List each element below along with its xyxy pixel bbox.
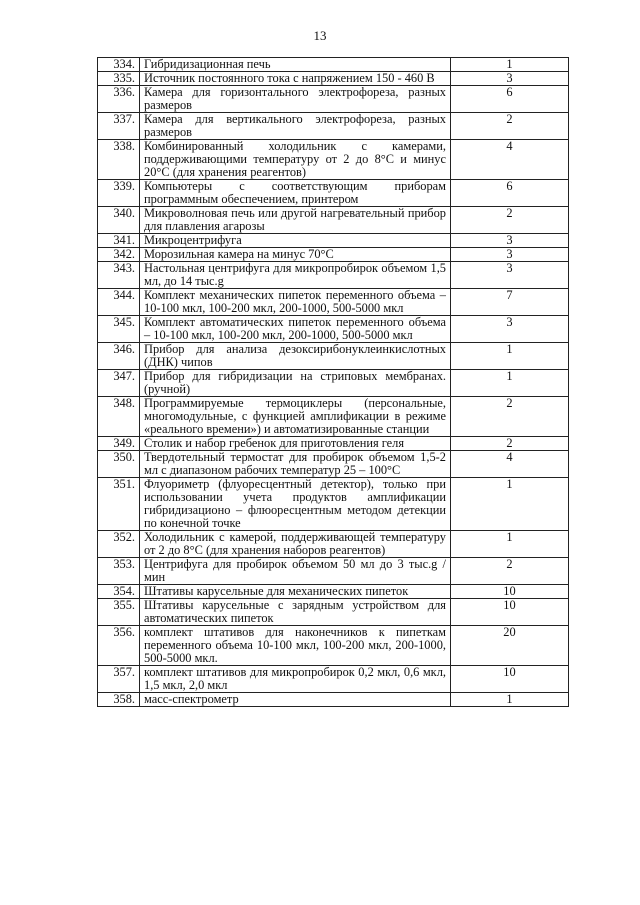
row-number: 356.	[98, 626, 140, 666]
row-item-name: Флуориметр (флуоресцентный детектор), только при использовании учета продуктов амплификации гибридизационо – флюоресцентным методом детекции по конечной точке	[140, 478, 451, 531]
row-number: 342.	[98, 248, 140, 262]
table-row	[98, 262, 569, 289]
row-number: 339.	[98, 180, 140, 207]
row-quantity: 2	[451, 558, 569, 585]
row-quantity: 2	[451, 437, 569, 451]
row-number: 353.	[98, 558, 140, 585]
row-item-name: Источник постоянного тока с напряжением 150 - 460 В	[140, 72, 451, 86]
table-row	[98, 558, 569, 585]
row-quantity: 4	[451, 451, 569, 478]
row-quantity: 10	[451, 599, 569, 626]
row-item-name: Центрифуга для пробирок объемом 50 мл до 3 тыс.g /мин	[140, 558, 451, 585]
table-row	[98, 397, 569, 437]
row-item-name: Комбинированный холодильник с камерами, поддерживающими температуру от 2 до 8°С и минус 20°С (для хранения реагентов)	[140, 140, 451, 180]
row-item-name: Камера для горизонтального электрофореза, разных размеров	[140, 86, 451, 113]
table-row	[98, 234, 569, 248]
table-row	[98, 599, 569, 626]
row-quantity: 1	[451, 693, 569, 707]
table-row	[98, 140, 569, 180]
row-number: 334.	[98, 58, 140, 72]
row-number: 357.	[98, 666, 140, 693]
table-row	[98, 478, 569, 531]
row-quantity: 1	[451, 58, 569, 72]
table-row	[98, 86, 569, 113]
row-number: 347.	[98, 370, 140, 397]
row-item-name: Столик и набор гребенок для приготовления геля	[140, 437, 451, 451]
table-row	[98, 451, 569, 478]
row-number: 354.	[98, 585, 140, 599]
row-number: 352.	[98, 531, 140, 558]
row-item-name: Прибор для анализа дезоксирибонуклеинкислотных (ДНК) чипов	[140, 343, 451, 370]
row-quantity: 1	[451, 343, 569, 370]
row-quantity: 6	[451, 180, 569, 207]
row-number: 335.	[98, 72, 140, 86]
row-item-name: Прибор для гибридизации на стриповых мембранах. (ручной)	[140, 370, 451, 397]
row-item-name: Микроволновая печь или другой нагревательный прибор для плавления агарозы	[140, 207, 451, 234]
row-item-name: Микроцентрифуга	[140, 234, 451, 248]
row-item-name: Штативы карусельные для механических пипеток	[140, 585, 451, 599]
row-number: 344.	[98, 289, 140, 316]
row-quantity: 1	[451, 531, 569, 558]
page-number: 13	[313, 28, 327, 43]
row-item-name: Настольная центрифуга для микропробирок объемом 1,5 мл, до 14 тыс.g	[140, 262, 451, 289]
row-quantity: 10	[451, 666, 569, 693]
row-number: 350.	[98, 451, 140, 478]
table-row	[98, 585, 569, 599]
table-row	[98, 626, 569, 666]
row-number: 355.	[98, 599, 140, 626]
row-number: 336.	[98, 86, 140, 113]
table-row	[98, 316, 569, 343]
row-quantity: 10	[451, 585, 569, 599]
table-row	[98, 370, 569, 397]
row-quantity: 3	[451, 234, 569, 248]
row-quantity: 7	[451, 289, 569, 316]
row-item-name: Гибридизационная печь	[140, 58, 451, 72]
row-item-name: Твердотельный термостат для пробирок объемом 1,5-2 мл с диапазоном рабочих температур 25 – 100°С	[140, 451, 451, 478]
table-row	[98, 666, 569, 693]
row-item-name: комплект штативов для наконечников к пипеткам переменного объема 10-100 мкл, 100-200 мкл, 200-1000, 500-5000 мкл.	[140, 626, 451, 666]
row-number: 351.	[98, 478, 140, 531]
row-quantity: 3	[451, 316, 569, 343]
table-row	[98, 531, 569, 558]
row-number: 338.	[98, 140, 140, 180]
table-row	[98, 289, 569, 316]
table-row	[98, 343, 569, 370]
row-number: 337.	[98, 113, 140, 140]
row-item-name: Компьютеры с соответствующим приборам программным обеспечением, принтером	[140, 180, 451, 207]
table-row	[98, 72, 569, 86]
row-item-name: масс-спектрометр	[140, 693, 451, 707]
row-quantity: 4	[451, 140, 569, 180]
row-number: 340.	[98, 207, 140, 234]
equipment-table	[97, 57, 569, 707]
row-quantity: 2	[451, 207, 569, 234]
table-row	[98, 58, 569, 72]
row-number: 346.	[98, 343, 140, 370]
row-number: 349.	[98, 437, 140, 451]
row-quantity: 3	[451, 72, 569, 86]
row-quantity: 1	[451, 478, 569, 531]
row-quantity: 6	[451, 86, 569, 113]
table-row	[98, 248, 569, 262]
row-quantity: 2	[451, 113, 569, 140]
table-row	[98, 693, 569, 707]
row-quantity: 2	[451, 397, 569, 437]
row-item-name: Холодильник с камерой, поддерживающей температуру от 2 до 8°С (для хранения наборов реагентов)	[140, 531, 451, 558]
row-number: 348.	[98, 397, 140, 437]
row-quantity: 3	[451, 248, 569, 262]
row-item-name: Комплект автоматических пипеток переменного объема – 10-100 мкл, 100-200 мкл, 200-1000, 500-5000 мкл	[140, 316, 451, 343]
row-number: 345.	[98, 316, 140, 343]
row-item-name: Комплект механических пипеток переменного объема – 10-100 мкл, 100-200 мкл, 200-1000, 500-5000 мкл	[140, 289, 451, 316]
row-number: 343.	[98, 262, 140, 289]
row-item-name: Штативы карусельные с зарядным устройством для автоматических пипеток	[140, 599, 451, 626]
row-number: 341.	[98, 234, 140, 248]
row-quantity: 20	[451, 626, 569, 666]
row-quantity: 1	[451, 370, 569, 397]
row-item-name: Морозильная камера на минус 70°С	[140, 248, 451, 262]
table-row	[98, 113, 569, 140]
table-row	[98, 207, 569, 234]
row-item-name: комплект штативов для микропробирок 0,2 мкл, 0,6 мкл, 1,5 мкл, 2,0 мкл	[140, 666, 451, 693]
row-item-name: Камера для вертикального электрофореза, разных размеров	[140, 113, 451, 140]
row-quantity: 3	[451, 262, 569, 289]
row-number: 358.	[98, 693, 140, 707]
row-item-name: Программируемые термоциклеры (персональные, многомодульные, с функцией амплификации в режиме «реального времени») и автоматизированные станции	[140, 397, 451, 437]
table-row	[98, 437, 569, 451]
table-row	[98, 180, 569, 207]
